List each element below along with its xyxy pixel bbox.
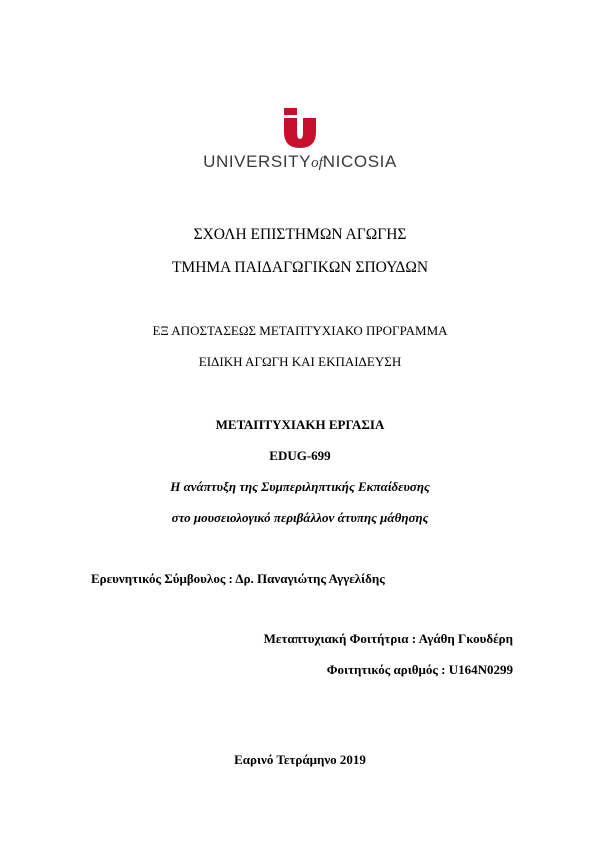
specialization-heading: ΕΙΔΙΚΗ ΑΓΩΓΗ ΚΑΙ ΕΚΠΑΙΔΕΥΣΗ <box>198 354 402 369</box>
student-line: Μεταπτυχιακή Φοιτήτρια : Αγάθη Γκουδέρη <box>263 631 513 646</box>
school-heading: ΣΧΟΛΗ ΕΠΙΣΤΗΜΩΝ ΑΓΩΓΗΣ <box>193 226 407 243</box>
wordmark-of: of <box>311 155 323 171</box>
university-logo-mark <box>284 108 316 148</box>
student-id-line: Φοιτητικός αριθμός : U164N0299 <box>326 662 513 677</box>
semester-line: Εαρινό Τετράμηνο 2019 <box>234 752 366 767</box>
shield-icon <box>284 108 316 148</box>
department-heading: ΤΜΗΜΑ ΠΑΙΔΑΓΩΓΙΚΩΝ ΣΠΟΥΔΩΝ <box>171 259 429 276</box>
course-code: EDUG-699 <box>269 448 331 463</box>
program-heading: ΕΞ ΑΠΟΣΤΑΣΕΩΣ ΜΕΤΑΠΤΥΧΙΑΚΟ ΠΡΟΓΡΑΜΜΑ <box>152 323 448 338</box>
wordmark-nicosia: NICOSIA <box>322 152 397 171</box>
thesis-type: ΜΕΤΑΠΤΥΧΙΑΚΗ ΕΡΓΑΣΙΑ <box>215 417 385 432</box>
advisor-line: Ερευνητικός Σύμβουλος : Δρ. Παναγιώτης Αγγελίδης <box>91 571 385 586</box>
university-wordmark <box>0 152 600 172</box>
thesis-title-line2: στο μουσειολογικό περιβάλλον άτυπης μάθησης <box>171 510 429 525</box>
thesis-title-line1: Η ανάπτυξη της Συμπεριληπτικής Εκπαίδευσης <box>170 479 430 494</box>
wordmark-university: UNIVERSITY <box>203 152 312 171</box>
